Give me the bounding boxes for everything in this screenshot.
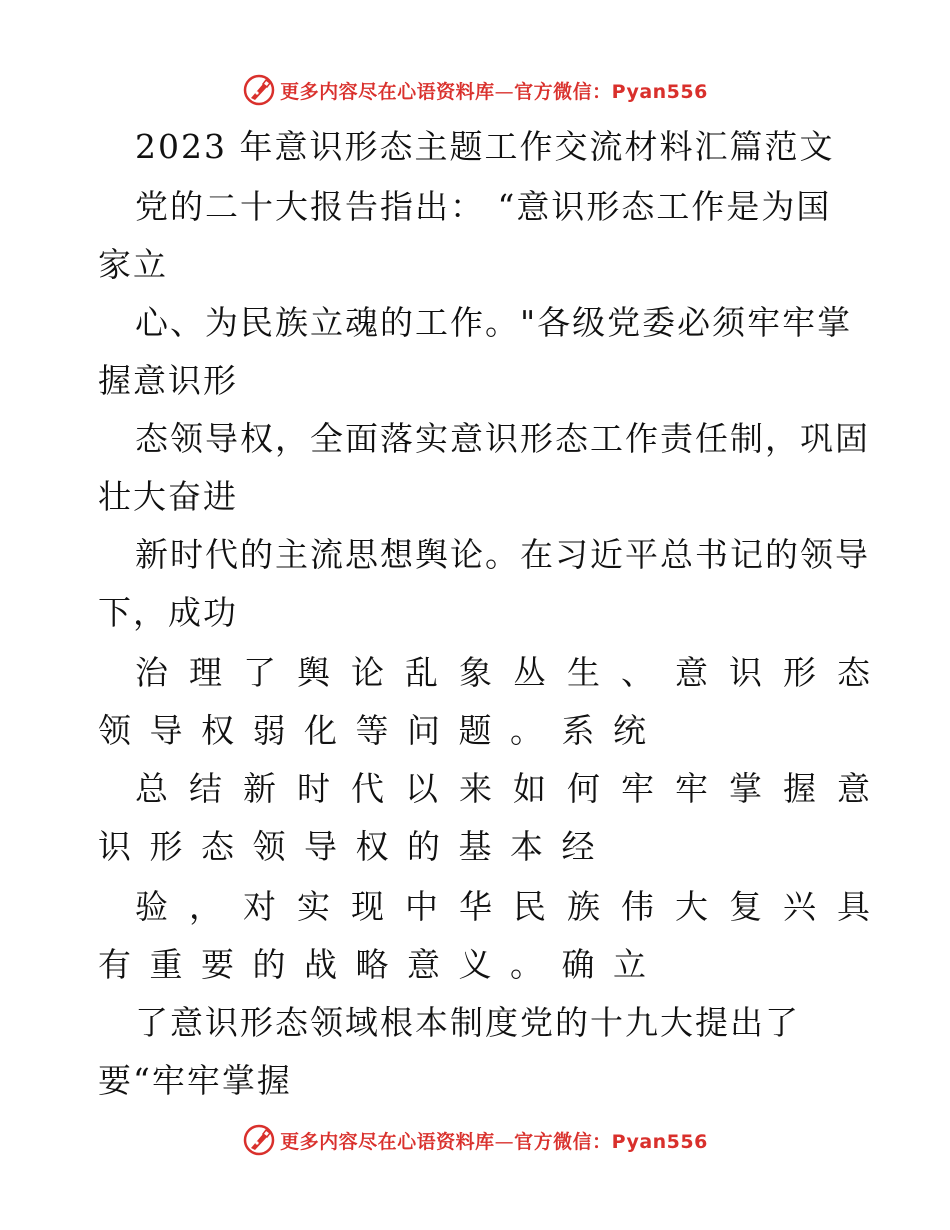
watermark-text: 更多内容尽在心语资料库—官方微信：Pyan556: [280, 1130, 708, 1153]
paragraph-line: 要“牢牢掌握: [98, 1061, 292, 1100]
paragraph-line: 握意识形: [98, 361, 238, 400]
paragraph-line: 家立: [98, 245, 168, 284]
paragraph-line: 了意识形态领域根本制度党的十九大提出了: [135, 1003, 800, 1042]
paragraph-line: 下，成功: [98, 593, 238, 632]
paragraph-line: 识形态领导权的基本经: [98, 827, 613, 866]
paragraph-line: 心、为民族立魂的工作。"各级党委必须牢牢掌: [135, 303, 853, 342]
document-title: 2023 年意识形态主题工作交流材料汇篇范文: [135, 127, 835, 166]
fountain-pen-logo-icon: [242, 73, 276, 107]
paragraph-line: 领导权弱化等问题。系统: [98, 711, 665, 750]
paragraph-line: 党的二十大报告指出： “意识形态工作是为国: [135, 187, 832, 226]
watermark-text: 更多内容尽在心语资料库—官方微信：Pyan556: [280, 80, 708, 103]
paragraph-line: 壮大奋进: [98, 477, 238, 516]
paragraph-line: 总结新时代以来如何牢牢掌握意: [135, 769, 891, 808]
paragraph-line: 验，对实现中华民族伟大复兴具: [135, 887, 891, 926]
paragraph-line: 有重要的战略意义。确立: [98, 945, 665, 984]
header-watermark: [0, 70, 950, 110]
paragraph-line: 态领导权，全面落实意识形态工作责任制，巩固: [135, 419, 870, 458]
paragraph-line: 新时代的主流思想舆论。在习近平总书记的领导: [135, 535, 870, 574]
paragraph-line: 治理了舆论乱象丛生、意识形态: [135, 653, 891, 692]
fountain-pen-logo-icon: [242, 1123, 276, 1157]
footer-watermark: [0, 1120, 950, 1160]
